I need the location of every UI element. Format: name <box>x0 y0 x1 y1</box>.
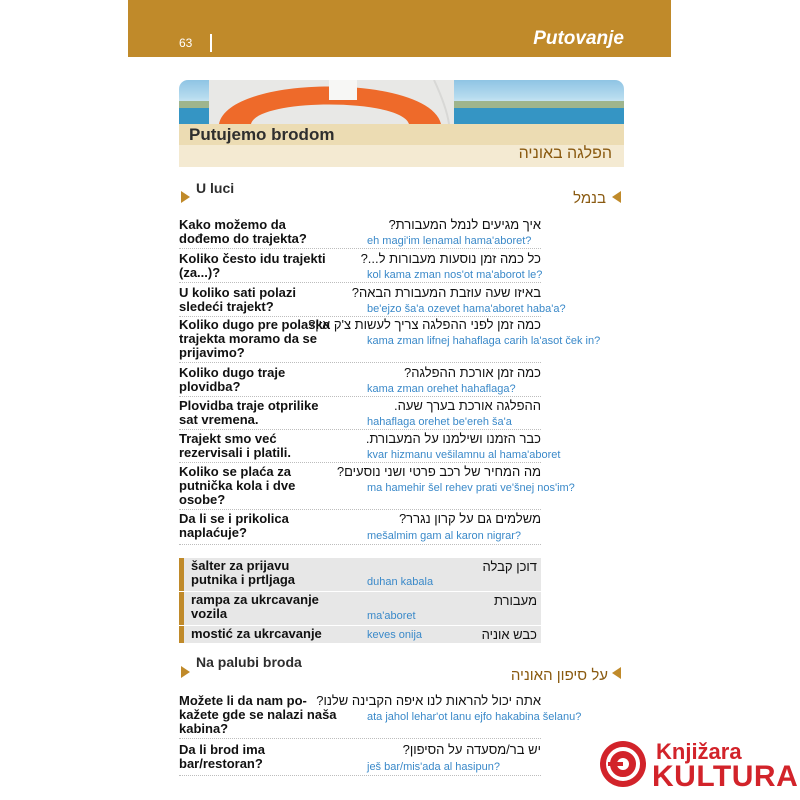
phrase-hebrew: כמה זמן לפני ההפלגה צריך לעשות צ'ק אין? <box>308 317 541 332</box>
row-separator <box>179 362 541 363</box>
phrase-serbian: Koliko dugo traje plovidba? <box>179 365 286 394</box>
phrase-transliteration: ješ bar/mis'ada al hasipun? <box>367 761 500 773</box>
vocab-hebrew: דוכן קבלה <box>482 559 537 574</box>
phrase-row <box>179 366 541 398</box>
phrase-row <box>179 285 566 318</box>
arrow-right-icon <box>181 666 190 678</box>
vocab-hebrew: מעבורת <box>493 593 537 608</box>
arrow-right-icon <box>181 191 190 203</box>
watermark-line2: KULTURA <box>652 760 799 793</box>
vocab-transliteration: ma'aboret <box>367 610 416 622</box>
banner-photo <box>179 80 624 124</box>
phrase-serbian: U koliko sati polazi sledeći trajekt? <box>179 285 297 314</box>
phrase-serbian: Koliko se plaća za putnička kola i dve osobe? <box>179 464 296 507</box>
subsection-title: Na palubi broda <box>196 654 302 670</box>
phrase-row <box>179 464 575 511</box>
phrase-transliteration: ma hamehir šel rehev prati ve'šnej nos'im? <box>367 482 575 494</box>
vocab-transliteration: keves onija <box>367 629 423 641</box>
phrase-transliteration: kama zman orehet hahaflaga? <box>367 383 516 395</box>
phrase-hebrew: איך מגיעים לנמל המעבורת? <box>388 217 541 232</box>
watermark-line1: Knjižara <box>656 739 742 764</box>
vocab-transliteration: duhan kabala <box>367 576 434 588</box>
row-separator <box>179 282 541 283</box>
row-separator <box>179 462 541 463</box>
phrase-row <box>179 693 582 740</box>
phrase-hebrew: כבר הזמנו ושילמנו על המעבורת. <box>365 431 541 446</box>
phrase-transliteration: ata jahol lehar'ot lanu ejfo hakabina šelanu? <box>367 711 582 723</box>
phrase-serbian: Da li brod ima bar/restoran? <box>179 742 265 771</box>
phrase-hebrew: מה המחיר של רכב פרטי ושני נוסעים? <box>336 464 541 479</box>
vocab-row <box>179 558 541 591</box>
phrase-row <box>179 252 541 284</box>
row-separator <box>179 248 541 249</box>
vocab-row <box>179 626 541 643</box>
subsection-title: U luci <box>196 180 235 196</box>
phrase-row <box>179 317 601 364</box>
phrase-hebrew: כמה זמן אורכת ההפלגה? <box>404 365 541 380</box>
phrase-transliteration: eh magi'im lenamal hama'aboret? <box>367 235 532 247</box>
phrase-row <box>179 399 541 431</box>
phrase-transliteration: kol kama zman nos'ot ma'aborot le? <box>367 269 543 281</box>
vocab-row-bar <box>179 558 184 591</box>
page-number: 63 <box>179 36 193 50</box>
vocab-serbian: šalter za prijavu putnika i prtljaga <box>191 558 296 587</box>
phrase-serbian: Da li se i prikolica naplaćuje? <box>179 511 289 540</box>
chapter-title: Putovanje <box>533 28 624 49</box>
phrase-hebrew: כל כמה זמן נוסעות מעבורות ל...? <box>360 251 541 266</box>
phrase-transliteration: mešalmim gam al karon nigrar? <box>367 530 522 542</box>
row-separator <box>179 509 541 510</box>
phrase-serbian: Možete li da nam po- kažete gde se nalazi naša kabina? <box>179 693 337 736</box>
section-title: Putujemo brodom <box>189 125 335 144</box>
phrase-row <box>179 431 561 464</box>
vocab-serbian: rampa za ukrcavanje vozila <box>191 592 319 621</box>
phrase-serbian: Koliko dugo pre polaska trajekta moramo da se prijavimo? <box>179 317 330 360</box>
arrow-left-icon <box>612 191 621 203</box>
phrase-transliteration: be'ejzo ša'a ozevet hama'aboret haba'a? <box>367 303 566 315</box>
vocab-row-bar <box>179 626 184 643</box>
page-header <box>128 0 671 57</box>
phrase-serbian: Kako možemo da dođemo do trajekta? <box>179 217 307 246</box>
row-separator <box>179 396 541 397</box>
phrase-transliteration: kvar hizmanu vešilamnu al hama'aboret <box>367 449 561 461</box>
section-title-hebrew: הפלגה באוניה <box>518 145 612 162</box>
phrase-hebrew: יש בר/מסעדה על הסיפון? <box>402 742 541 757</box>
row-separator <box>179 544 541 545</box>
vocab-row-bar <box>179 592 184 625</box>
phrase-hebrew: ההפלגה אורכת בערך שעה. <box>394 398 541 413</box>
phrase-hebrew: באיזו שעה עוזבת המעבורת הבאה? <box>351 285 541 300</box>
phrase-row <box>179 743 541 777</box>
phrase-transliteration: hahaflaga orehet be'ereh ša'a <box>367 416 512 428</box>
header-divider <box>210 34 212 52</box>
phrase-serbian: Koliko često idu trajekti (za...)? <box>179 251 326 280</box>
phrase-row <box>179 218 541 250</box>
section-band <box>179 124 624 167</box>
vocab-row <box>179 592 541 625</box>
phrase-serbian: Trajekt smo već rezervisali i platili. <box>179 431 291 460</box>
phrase-hebrew: משלמים גם על קרון נגרר? <box>398 511 541 526</box>
phrase-row <box>179 512 541 546</box>
arrow-left-icon <box>612 667 621 679</box>
row-separator <box>179 738 541 739</box>
vocab-hebrew: כבש אוניה <box>481 627 537 642</box>
phrase-hebrew: אתה יכול להראות לנו איפה הקבינה שלנו? <box>316 693 541 708</box>
row-separator <box>179 429 541 430</box>
subsection-title-hebrew: על סיפון האוניה <box>510 667 608 684</box>
vocab-serbian: mostić za ukrcavanje <box>191 626 322 641</box>
phrase-serbian: Plovidba traje otprilike sat vremena. <box>179 398 319 427</box>
row-separator <box>179 775 541 776</box>
subsection-title-hebrew: בנמל <box>573 190 606 207</box>
bookstore-logo-icon <box>599 740 647 788</box>
phrase-transliteration: kama zman lifnej hahaflaga carih la'asot ček in? <box>367 335 601 347</box>
lifebuoy-image <box>179 80 624 124</box>
